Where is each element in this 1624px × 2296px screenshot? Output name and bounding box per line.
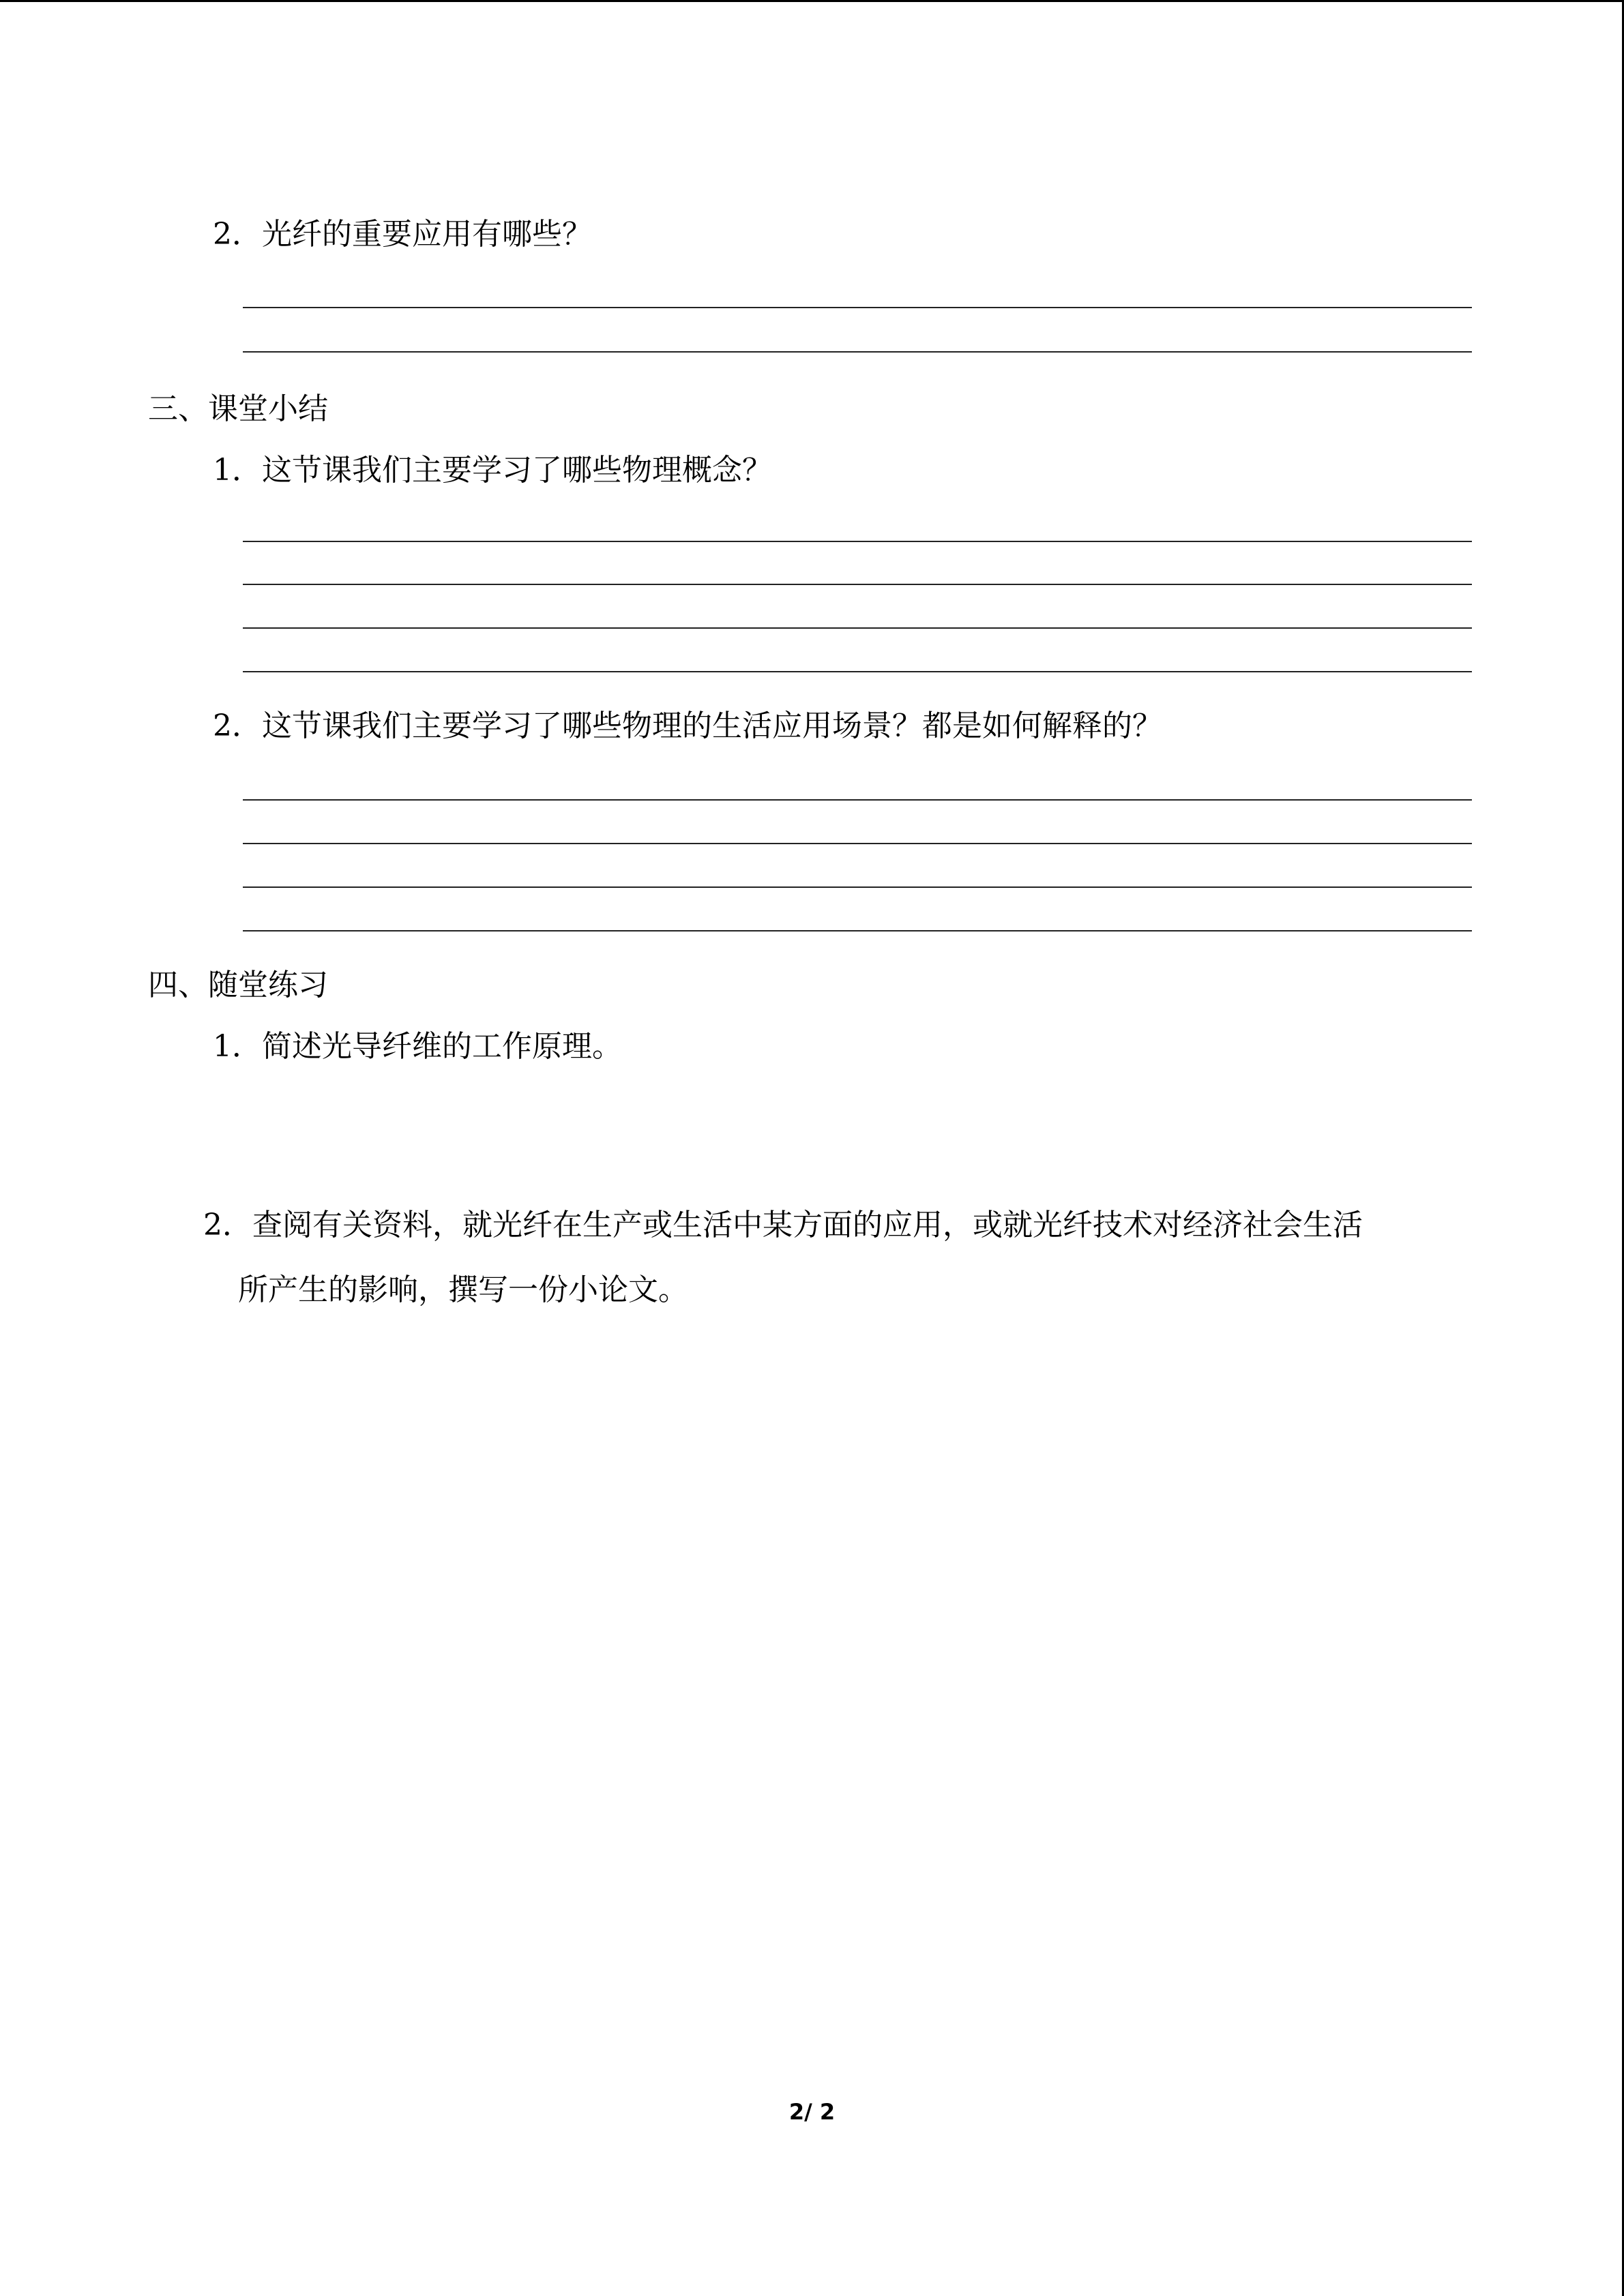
- answer-line[interactable]: [243, 584, 1472, 585]
- answer-line[interactable]: [243, 799, 1472, 801]
- answer-line[interactable]: [243, 886, 1472, 888]
- answer-line[interactable]: [243, 843, 1472, 844]
- question-physics-concepts: 1．这节课我们主要学习了哪些物理概念？: [213, 453, 772, 488]
- question-essay-line1: 2．查阅有关资料，就光纤在生产或生活中某方面的应用，或就光纤技术对经济社会生活: [203, 1208, 1363, 1242]
- page-number: 2/ 2: [788, 2099, 836, 2125]
- answer-line[interactable]: [243, 541, 1472, 542]
- answer-line[interactable]: [243, 627, 1472, 629]
- answer-line[interactable]: [243, 307, 1472, 308]
- question-fiber-principle: 1．简述光导纤维的工作原理。: [213, 1029, 622, 1064]
- question-life-applications: 2．这节课我们主要学习了哪些物理的生活应用场景？都是如何解释的？: [213, 709, 1162, 743]
- question-essay-line2: 所产生的影响，撰写一份小论文。: [238, 1272, 688, 1307]
- section-heading-practice: 四、随堂练习: [148, 968, 328, 1002]
- page-top-border: [0, 0, 1624, 2]
- answer-line[interactable]: [243, 671, 1472, 672]
- answer-line[interactable]: [243, 351, 1472, 353]
- question-fiber-applications: 2．光纤的重要应用有哪些？: [213, 217, 592, 252]
- answer-line[interactable]: [243, 930, 1472, 931]
- section-heading-summary: 三、课堂小结: [148, 391, 328, 426]
